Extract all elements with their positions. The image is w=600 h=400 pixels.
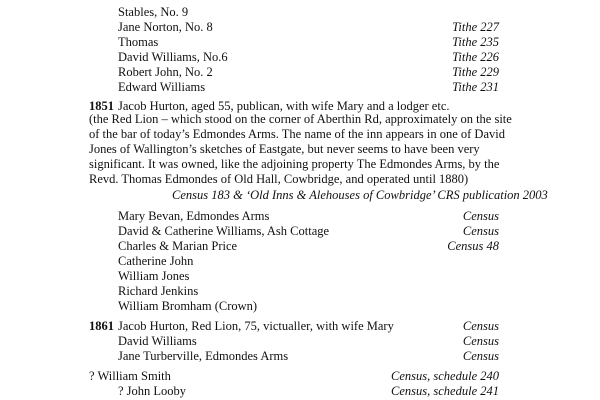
section-heading-1861 <box>0 318 600 334</box>
entry-name: ? William Smith <box>89 369 171 383</box>
entry-name: Jane Norton, No. 8 <box>118 20 213 34</box>
heading-text: Jacob Hurton, aged 55, publican, with wife Mary and a lodger etc. <box>118 99 450 113</box>
list-item <box>0 19 600 35</box>
entry-name: Edward Williams <box>118 80 206 94</box>
entry-reference: Census <box>462 209 499 223</box>
list-item <box>0 208 600 224</box>
entry-reference: Census, schedule 241 <box>391 384 499 398</box>
entry-reference: Census 48 <box>447 239 499 253</box>
entry-reference: Census <box>462 224 499 238</box>
entry-reference: Census <box>462 334 499 348</box>
entry-name: William Bromham (Crown) <box>118 299 258 313</box>
heading-text: Jacob Hurton, Red Lion, 75, victualler, with wife Mary <box>118 319 394 333</box>
entry-name: Thomas <box>118 35 159 49</box>
entry-name: David & Catherine Williams, Ash Cottage <box>118 224 330 238</box>
entry-reference: Tithe 231 <box>452 80 499 94</box>
list-item <box>0 253 600 269</box>
list-item <box>0 223 600 239</box>
list-item <box>0 298 600 314</box>
entry-name: Mary Bevan, Edmondes Arms <box>118 209 270 223</box>
entry-reference: Census <box>462 349 499 363</box>
list-item <box>0 238 600 254</box>
section-paragraph: (the Red Lion – which stood on the corner of Aberthin Rd, approximately on the site of the bar of today’s Edmondes Arms. The name of the inn appears in one of David Jones of Wallington’s sketches of Eastgate, but never seems to have been very significant. It was owned, like the adjoining property The Edmondes Arms, by the Revd. Thomas Edmondes of Old Hall, Cowbridge, and operated until 1880) <box>89 112 512 186</box>
entry-reference: Tithe 229 <box>452 65 499 79</box>
list-item <box>0 4 600 20</box>
list-item <box>0 348 600 364</box>
list-item <box>0 64 600 80</box>
entry-reference: Tithe 227 <box>452 20 499 34</box>
entry-reference: Census, schedule 240 <box>391 369 499 383</box>
list-item <box>0 368 600 384</box>
entry-name: Robert John, No. 2 <box>118 65 213 79</box>
year-label: 1851 <box>89 99 114 113</box>
list-item <box>0 383 600 399</box>
source-citation: Census 183 & ‘Old Inns & Alehouses of Cowbridge’ CRS publication 2003 <box>172 188 548 202</box>
entry-name: ? John Looby <box>118 384 187 398</box>
entry-name: William Jones <box>118 269 190 283</box>
list-item <box>0 268 600 284</box>
entry-name: Catherine John <box>118 254 194 268</box>
list-item <box>0 283 600 299</box>
list-item <box>0 34 600 50</box>
entry-name: Jane Turberville, Edmondes Arms <box>118 349 289 363</box>
entry-name: Charles & Marian Price <box>118 239 238 253</box>
entry-name: David Williams, No.6 <box>118 50 228 64</box>
entry-name: Stables, No. 9 <box>118 5 189 19</box>
list-item <box>0 79 600 95</box>
entry-reference: Census <box>462 319 499 333</box>
list-item <box>0 49 600 65</box>
entry-name: Richard Jenkins <box>118 284 199 298</box>
year-label: 1861 <box>89 319 114 333</box>
list-item <box>0 333 600 349</box>
entry-name: David Williams <box>118 334 197 348</box>
entry-reference: Tithe 235 <box>452 35 499 49</box>
entry-reference: Tithe 226 <box>452 50 499 64</box>
